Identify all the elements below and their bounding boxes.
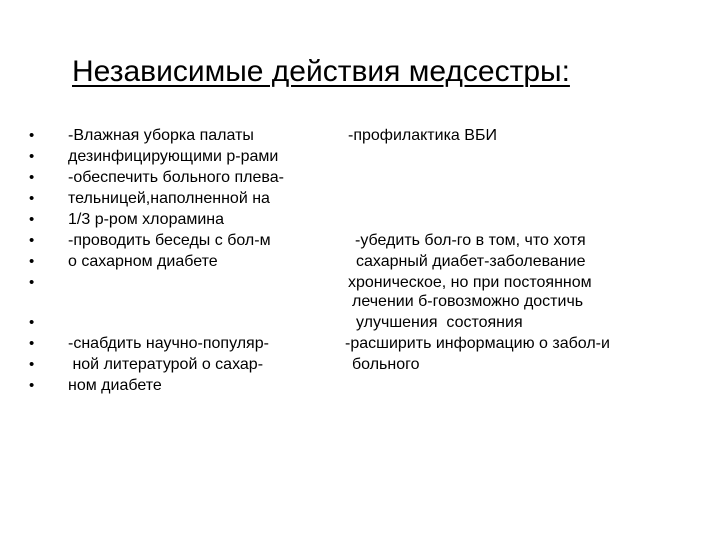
- left-line: -снабдить научно-популяр-: [68, 335, 269, 352]
- right-line: больного: [352, 356, 420, 373]
- left-line: -Влажная уборка палаты: [68, 127, 254, 144]
- right-line: -расширить информацию о забол-и: [345, 335, 610, 352]
- right-line: хроническое, но при постоянном: [348, 274, 592, 291]
- left-line: о сахарном диабете: [68, 253, 218, 270]
- left-line: тельницей,наполненной на: [68, 190, 270, 207]
- bullet-icon: •: [29, 169, 35, 186]
- bullet-icon: •: [29, 314, 35, 331]
- right-line: -профилактика ВБИ: [348, 127, 497, 144]
- bullet-icon: •: [29, 211, 35, 228]
- left-line: дезинфицирующими р-рами: [68, 148, 279, 165]
- right-line: -убедить бол-го в том, что хотя: [355, 232, 586, 249]
- left-line: -проводить беседы с бол-м: [68, 232, 271, 249]
- left-line: ной литературой о сахар-: [68, 356, 264, 373]
- bullet-icon: •: [29, 148, 35, 165]
- bullet-icon: •: [29, 377, 35, 394]
- left-line: -обеспечить больного плева-: [68, 169, 284, 186]
- bullet-icon: •: [29, 127, 35, 144]
- bullet-icon: •: [29, 253, 35, 270]
- bullet-icon: •: [29, 190, 35, 207]
- page-title: Независимые действия медсестры:: [72, 55, 570, 88]
- bullet-icon: •: [29, 335, 35, 352]
- left-line: ном диабете: [68, 377, 162, 394]
- bullet-icon: •: [29, 274, 35, 291]
- bullet-icon: •: [29, 356, 35, 373]
- left-line: 1/3 р-ром хлорамина: [68, 211, 225, 228]
- right-line: сахарный диабет-заболевание: [356, 253, 586, 270]
- right-line: лечении б-говозможно достичь: [352, 293, 584, 310]
- right-line: улучшения состояния: [356, 314, 523, 331]
- bullet-icon: •: [29, 232, 35, 249]
